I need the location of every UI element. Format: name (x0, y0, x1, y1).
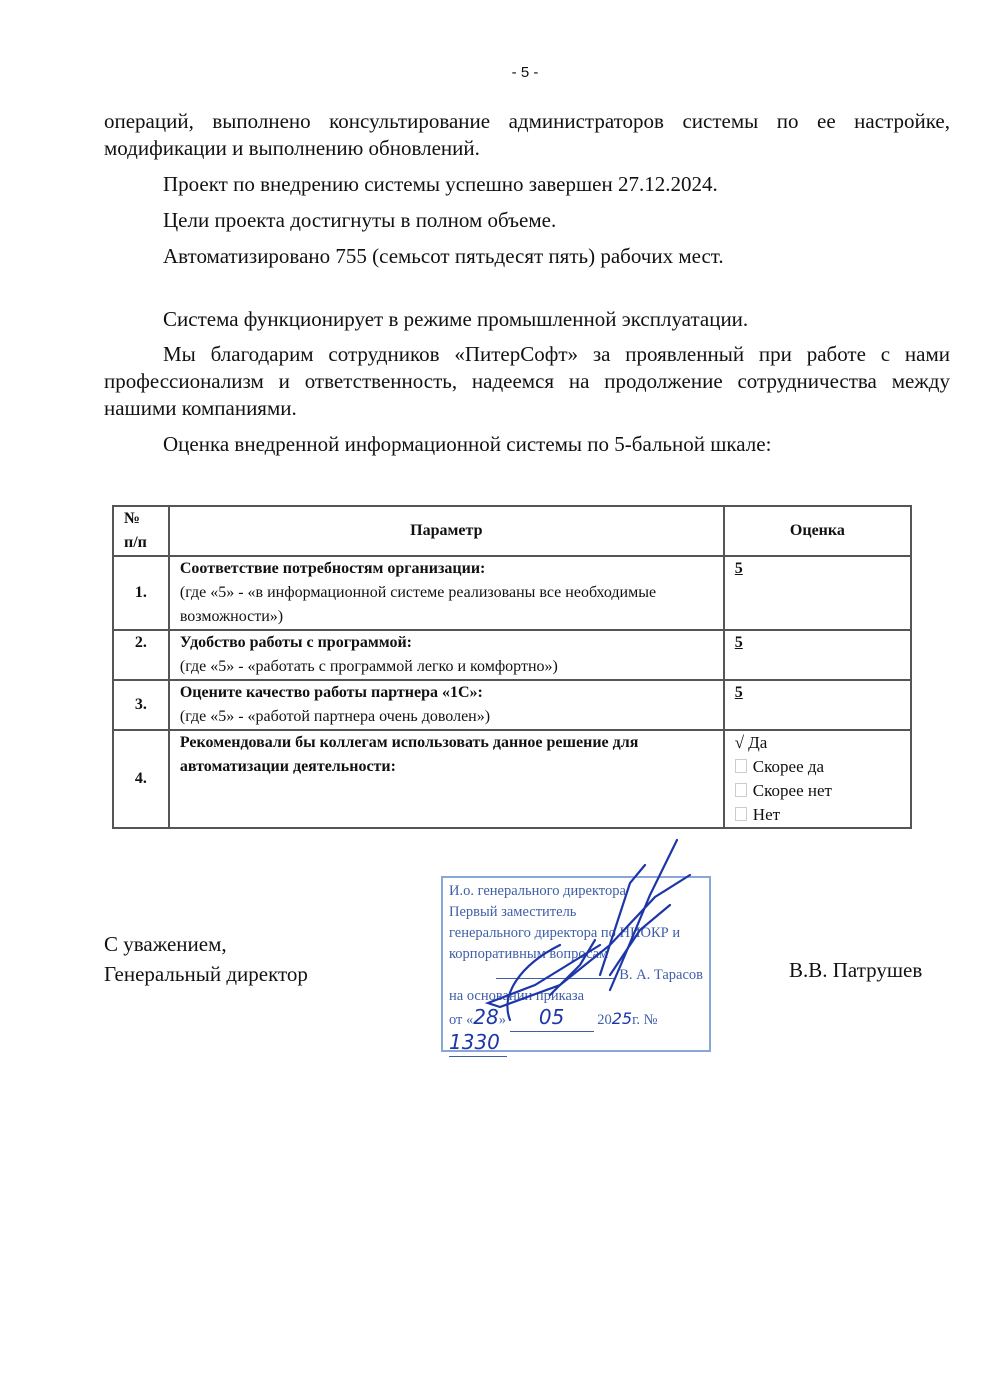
rating-table (112, 505, 912, 829)
parameter-note: (где «5» - «работой партнера очень доволен») (179, 708, 491, 725)
signer-name: В.В. Патрушев (789, 958, 923, 982)
checkbox-empty-icon[interactable] (735, 783, 747, 797)
header-number (113, 506, 169, 556)
row-score (724, 630, 911, 680)
row-number: 4. (113, 730, 169, 828)
closing-block (104, 929, 308, 989)
option-no[interactable] (735, 803, 900, 827)
paragraph-rating-intro: Оценка внедренной информационной системы по 5-бальной шкале: (163, 432, 772, 456)
option-yes[interactable] (735, 731, 900, 755)
closing-position: Генеральный директор (104, 962, 308, 986)
table-row (113, 556, 911, 630)
stamp-signatory-name: В. А. Тарасов (619, 967, 703, 983)
option-label: Скорее нет (752, 781, 832, 800)
row-score (724, 556, 911, 630)
stamp-signatory (449, 965, 703, 986)
option-rather-yes[interactable] (735, 755, 900, 779)
parameter-note: (где «5» - «в информационной системе реализованы все необходимые возможности») (179, 584, 657, 625)
table-row (113, 680, 911, 730)
stamp-line-first-deputy: Первый заместитель (449, 904, 577, 920)
stamp-line-acting: И.о. генерального директора (449, 883, 626, 899)
header-number-abbr: п/п (124, 534, 147, 551)
table-header-row (113, 506, 911, 556)
row-parameter (169, 730, 724, 828)
option-rather-no[interactable] (735, 779, 900, 803)
header-score: Оценка (724, 506, 911, 556)
stamp-year-suffix: 25 (611, 1009, 633, 1028)
parameter-title: Оцените качество работы партнера «1С»: (179, 684, 483, 701)
parameter-note: (где «5» - «работать с программой легко и комфортно») (179, 658, 558, 675)
stamp-day: 28 (473, 1005, 499, 1029)
row-number: 2. (113, 630, 169, 680)
paragraph-system-operation: Система функционирует в режиме промышленной эксплуатации. (163, 307, 749, 331)
row-parameter (169, 680, 724, 730)
signature-line (496, 978, 616, 979)
parameter-title: Соответствие потребностям организации: (179, 560, 486, 577)
checkbox-empty-icon[interactable] (735, 807, 747, 821)
paragraph-consulting: операций, выполнено консультирование администраторов системы по ее настройке, модификации и выполнению обновлений. (104, 109, 950, 160)
stamp-month: 05 (538, 1005, 565, 1029)
approval-stamp (441, 876, 711, 1052)
paragraph-workstations: Автоматизировано 755 (семьсот пятьдесят пять) рабочих мест. (163, 244, 724, 268)
row-parameter (169, 556, 724, 630)
parameter-title: Удобство работы с программой: (179, 634, 412, 651)
paragraph-project-completed: Проект по внедрению системы успешно завершен 27.12.2024. (163, 172, 718, 196)
header-parameter: Параметр (169, 506, 724, 556)
stamp-order-number: 1330 (449, 1030, 500, 1054)
page-number: - 5 - (511, 64, 539, 81)
table-row (113, 630, 911, 680)
stamp-quote: » (498, 1012, 506, 1028)
option-label: Скорее да (752, 757, 825, 776)
row-number: 1. (113, 556, 169, 630)
paragraph-gratitude: Мы благодарим сотрудников «ПитерСофт» за проявленный при работе с нами профессионализм и ответственность, надеемся на продолжение сотрудничества между нашими компаниями. (104, 342, 950, 420)
stamp-year-label: г. № (632, 1012, 658, 1028)
stamp-order-line (449, 1007, 703, 1057)
table-row (113, 730, 911, 828)
stamp-month-field (510, 1007, 594, 1032)
stamp-line-corporate: корпоративным вопросам (449, 946, 609, 962)
row-score (724, 680, 911, 730)
score-value: 5 (734, 634, 743, 651)
stamp-basis: на основании приказа (449, 988, 585, 1004)
checkmark-icon: √ (734, 733, 745, 752)
row-parameter (169, 630, 724, 680)
stamp-order-field (449, 1032, 507, 1057)
closing-regards: С уважением, (104, 932, 227, 956)
option-label: Нет (752, 805, 781, 824)
stamp-line-deputy-scope: генерального директора по НИОКР и (449, 925, 681, 941)
stamp-year-prefix: 20 (597, 1012, 612, 1028)
stamp-from-label: от « (449, 1012, 474, 1028)
parameter-title: Рекомендовали бы коллегам использовать данное решение для автоматизации деятельности: (179, 734, 639, 775)
option-label: Да (748, 733, 768, 752)
row-options (724, 730, 911, 828)
score-value: 5 (734, 560, 743, 577)
header-number-sign: № (124, 510, 141, 527)
checkbox-empty-icon[interactable] (735, 759, 747, 773)
row-number: 3. (113, 680, 169, 730)
paragraph-goals-achieved: Цели проекта достигнуты в полном объеме. (163, 208, 557, 232)
score-value: 5 (734, 684, 743, 701)
